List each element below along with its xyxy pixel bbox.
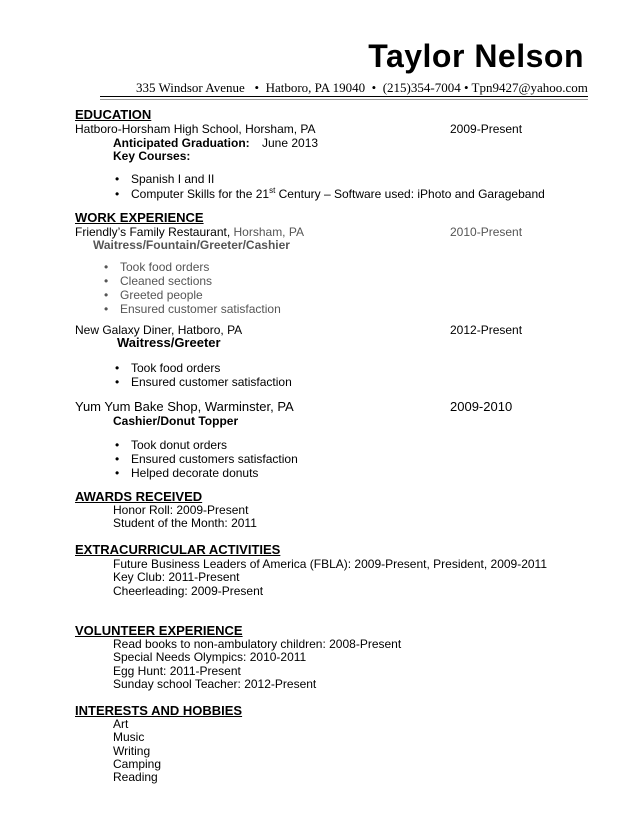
list-item: • Took food orders — [115, 361, 292, 375]
job-title: Waitress/Greeter — [117, 335, 221, 350]
list-item: Sunday school Teacher: 2012-Present — [113, 676, 317, 691]
school-name: Hatboro-Horsham High School, Horsham, PA — [75, 122, 316, 136]
separator: • — [254, 80, 260, 95]
list-item: Camping — [113, 756, 162, 771]
list-item: Writing — [113, 743, 151, 758]
separator: • — [371, 80, 377, 95]
email: Tpn9427@yahoo.com — [471, 80, 588, 95]
resume-name: Taylor Nelson — [368, 38, 584, 74]
job-duties — [115, 438, 298, 480]
list-item: • Ensured customer satisfaction — [104, 302, 281, 316]
list-item: • Ensured customer satisfaction — [115, 375, 292, 389]
school-dates: 2009-Present — [450, 122, 523, 136]
job-duties — [115, 361, 292, 389]
job-dates: 2010-Present — [450, 225, 523, 239]
list-item: Music — [113, 730, 145, 745]
job-title: Waitress/Fountain/Greeter/Cashier — [93, 238, 290, 252]
section-heading-volunteer: VOLUNTEER EXPERIENCE — [75, 623, 243, 638]
address: 335 Windsor Avenue — [136, 80, 245, 95]
list-item: • Took donut orders — [115, 438, 298, 452]
list-item: • Ensured customers satisfaction — [115, 452, 298, 466]
list-item: Student of the Month: 2011 — [113, 516, 257, 531]
job-employer: Yum Yum Bake Shop, Warminster, PA — [75, 399, 294, 414]
list-item: • Computer Skills for the 21st Century – Software used: iPhoto and Garageband — [115, 187, 545, 201]
interests-list — [113, 718, 161, 784]
city: Hatboro, PA 19040 — [265, 80, 366, 95]
key-courses-label: Key Courses: — [113, 149, 191, 163]
list-item: Cheerleading: 2009-Present — [113, 583, 264, 598]
contact-line — [136, 80, 588, 95]
list-item: Key Club: 2011-Present — [113, 570, 240, 585]
list-item: Egg Hunt: 2011-Present — [113, 663, 241, 678]
section-heading-work: WORK EXPERIENCE — [75, 210, 204, 225]
section-heading-interests: INTERESTS AND HOBBIES — [75, 703, 243, 718]
graduation-label: Anticipated Graduation: — [113, 136, 250, 150]
section-heading-education: EDUCATION — [75, 107, 152, 122]
courses-list — [115, 172, 545, 201]
list-item: • Greeted people — [104, 288, 281, 302]
job-title: Cashier/Donut Topper — [113, 414, 239, 428]
job-duties — [104, 260, 281, 316]
header-rule — [100, 96, 588, 97]
graduation-value: June 2013 — [262, 136, 319, 150]
list-item: Future Business Leaders of America (FBLA): 2009-Present, President, 2009-2011 — [113, 557, 548, 571]
phone: (215)354-7004 — [382, 80, 461, 95]
list-item: • Helped decorate donuts — [115, 466, 298, 480]
list-item: • Spanish I and II — [115, 172, 545, 186]
volunteer-list — [113, 638, 401, 691]
job-dates: 2012-Present — [450, 323, 523, 337]
list-item: • Took food orders — [104, 260, 281, 274]
list-item: Reading — [113, 770, 158, 785]
header-rule-secondary — [100, 99, 588, 100]
section-heading-awards: AWARDS RECEIVED — [75, 489, 203, 504]
awards-list — [113, 504, 257, 531]
list-item: Special Needs Olympics: 2010-2011 — [113, 650, 307, 665]
job-employer: Friendly’s Family Restaurant, Horsham, PA — [75, 225, 304, 239]
extracurricular-list — [113, 558, 547, 598]
section-heading-extracurricular: EXTRACURRICULAR ACTIVITIES — [75, 542, 281, 557]
list-item: Art — [113, 717, 129, 731]
list-item: • Cleaned sections — [104, 274, 281, 288]
list-item: Honor Roll: 2009-Present — [113, 503, 249, 517]
job-employer: New Galaxy Diner, Hatboro, PA — [75, 323, 243, 337]
list-item: Read books to non-ambulatory children: 2008-Present — [113, 637, 402, 651]
job-dates: 2009-2010 — [450, 399, 513, 414]
separator: • — [463, 80, 469, 95]
